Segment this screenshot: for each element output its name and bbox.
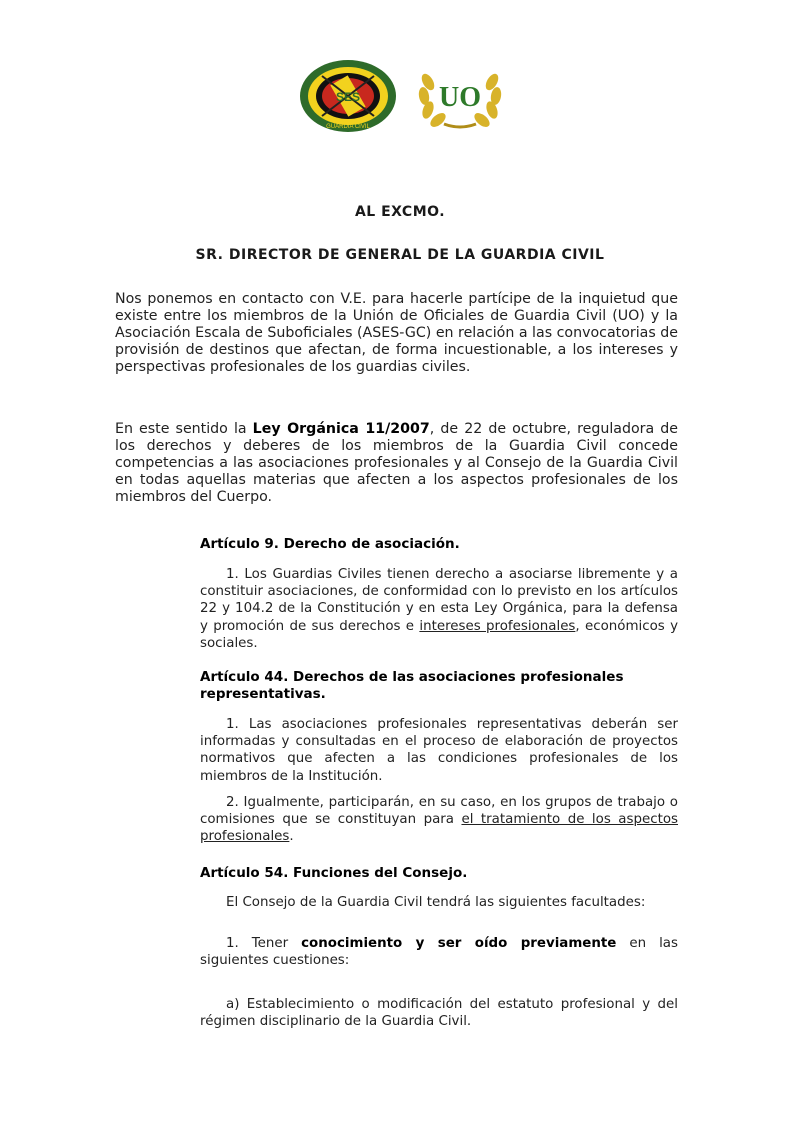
article-44-p2-end: .: [289, 829, 294, 845]
article-9-title: Artículo 9. Derecho de asociación.: [200, 536, 460, 552]
article-54-item-a-text: a) Establecimiento o modificación del estatuto profesional y del régimen disciplinario de la Guardia Civil.: [200, 997, 678, 1030]
article-54-bold: conocimiento y ser oído previamente: [301, 936, 617, 951]
recipient-title-heading: SR. DIRECTOR DE GENERAL DE LA GUARDIA CIVIL: [195, 247, 605, 263]
intro-paragraph: Nos ponemos en contacto con V.E. para hacerle partícipe de la inquietud que existe entre los miembros de la Unión de Oficiales de Guardia Civil (UO) y la Asociación Escala de Suboficiales (ASES-GC) en relación a las convocatorias de provisión de destinos que afectan, de forma incuestionable, a los intereses y perspectivas profesionales de los guardias civiles.: [115, 291, 678, 375]
article-44-p2-text: 2. Igualmente, participarán, en su caso, en los grupos de trabajo o comisiones que se constituyan para: [200, 795, 678, 828]
svg-text:SES: SES: [335, 90, 361, 104]
article-54-intro-text: El Consejo de la Guardia Civil tendrá las siguientes facultades:: [226, 895, 646, 910]
article-54-title: Artículo 54. Funciones del Consejo.: [200, 865, 468, 881]
article-44-p1-text: 1. Las asociaciones profesionales representativas deberán ser informadas y consultadas en el proceso de elaboración de proyectos normativos que afecten a las condiciones profesionales de los miembros de la Institución.: [200, 717, 678, 784]
article-9-text-end: , económicos y sociales.: [200, 618, 678, 651]
article-44-paragraph-1: [200, 716, 678, 785]
uo-laurel-emblem-logo: [414, 60, 506, 132]
ases-gc-emblem-logo: [298, 56, 398, 134]
article-54-p1-end: en las siguientes cuestiones:: [200, 936, 678, 969]
addressee-heading: AL EXCMO.: [354, 204, 446, 220]
article-44-title: Artículo 44. Derechos de las asociaciones profesionales representativas.: [200, 669, 624, 702]
article-54-p1-text: 1. Tener: [226, 936, 302, 951]
law-reference: Ley Orgánica 11/2007: [252, 421, 430, 437]
article-9-underlined: intereses profesionales: [419, 618, 576, 634]
article-9-paragraph-1: [200, 566, 678, 652]
context-paragraph: [115, 421, 678, 506]
article-54-item-a: [200, 996, 678, 1030]
context-text-before: En este sentido la: [115, 421, 253, 437]
svg-text:UO: UO: [439, 82, 481, 113]
svg-text:GUARDIA CIVIL: GUARDIA CIVIL: [326, 124, 370, 130]
article-44-paragraph-2: [200, 794, 678, 846]
header-logos: [0, 56, 800, 136]
article-44-underlined: el tratamiento de los aspectos profesionales: [200, 812, 678, 845]
article-54-paragraph-1: [200, 935, 678, 969]
article-9-text: 1. Los Guardias Civiles tienen derecho a asociarse libremente y a constituir asociaciones, de conformidad con lo previsto en los artículos 22 y 104.2 de la Constitución y en esta Ley Orgánica, para la defensa y promoción de sus derechos e: [200, 567, 678, 634]
context-text-after: , de 22 de octubre, reguladora de los derechos y deberes de los miembros de la Guardia Civil concede competencias a las asociaciones profesionales y al Consejo de la Guardia Civil en todas aquellas materias que afecten a los aspectos profesionales de los miembros del Cuerpo.: [115, 421, 678, 505]
article-54-intro: [200, 894, 678, 911]
